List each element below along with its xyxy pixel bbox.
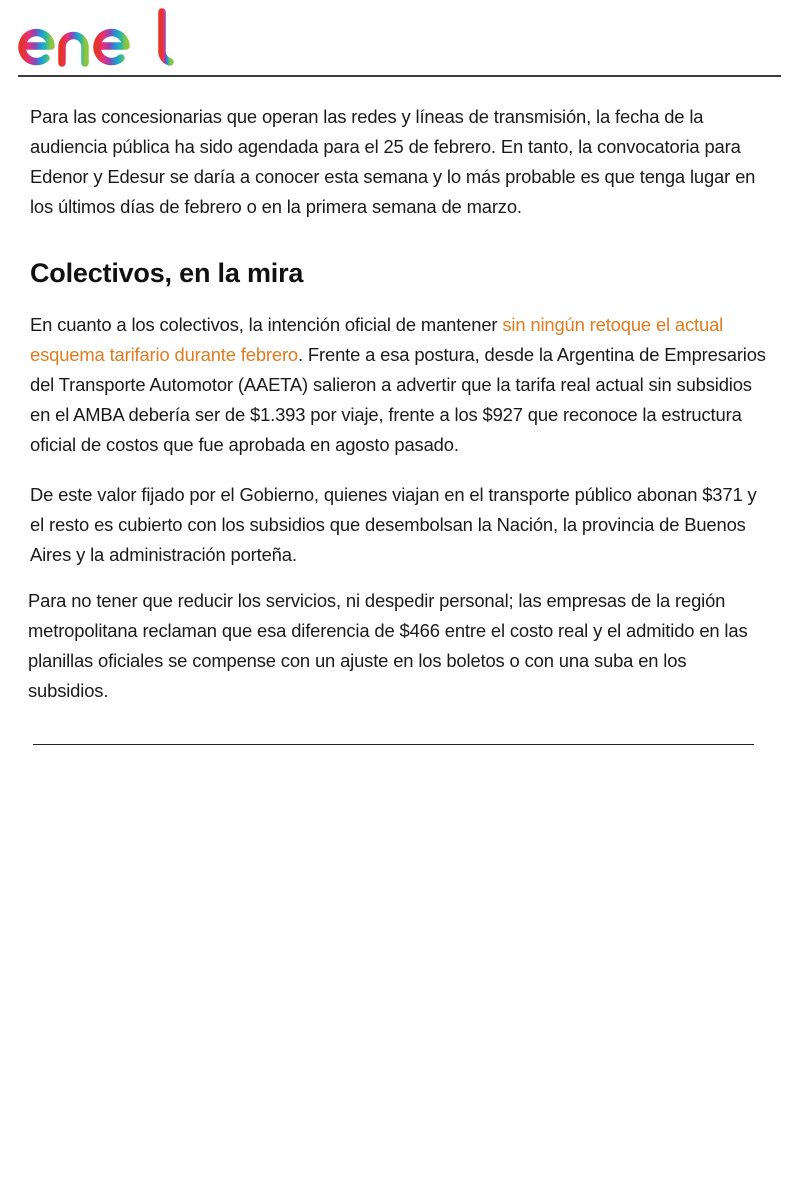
paragraph-government-value: De este valor fijado por el Gobierno, quienes viajan en el transporte público abonan $371 y el resto es cubierto con los subsidios que desembolsan la Nación, la provincia de Buenos Aires y la administración porteña. bbox=[30, 484, 757, 565]
paragraph-transmission-hearing: Para las concesionarias que operan las redes y líneas de transmisión, la fecha de la audiencia pública ha sido agendada para el 25 de febrero. En tanto, la convocatoria para Edenor y Edesur se daría a conocer esta semana y lo más probable es que tenga lugar en los últimos días de febrero o en la primera semana de marzo. bbox=[30, 106, 756, 217]
tariff-freeze-link[interactable]: sin ningún retoque el actual esquema tarifario durante febrero bbox=[30, 314, 724, 365]
site-header bbox=[18, 0, 781, 77]
paragraph-companies-claim: Para no tener que reducir los servicios, ni despedir personal; las empresas de la región metropolitana reclaman que esa diferencia de $466 entre el costo real y el admitido en las planillas oficiales se compense con un ajuste en los boletos o con una suba en los subsidios. bbox=[28, 590, 748, 701]
paragraph-text: . Frente a esa postura, desde la Argentina de Empresarios del Transporte Automotor (AAETA) salieron a advertir que la tarifa real actual sin subsidios en el AMBA debería ser de $1.393 por viaje, frente a los $927 que reconoce la estructura oficial de costos que fue aprobada en agosto pasado. bbox=[30, 344, 766, 455]
article-body bbox=[30, 102, 770, 706]
enel-logo[interactable] bbox=[18, 8, 174, 70]
section-heading: Colectivos, en la mira bbox=[30, 258, 304, 288]
paragraph-colectivos bbox=[30, 310, 770, 460]
paragraph-text: En cuanto a los colectivos, la intención oficial de mantener bbox=[30, 314, 503, 335]
article-end-divider bbox=[33, 744, 754, 745]
